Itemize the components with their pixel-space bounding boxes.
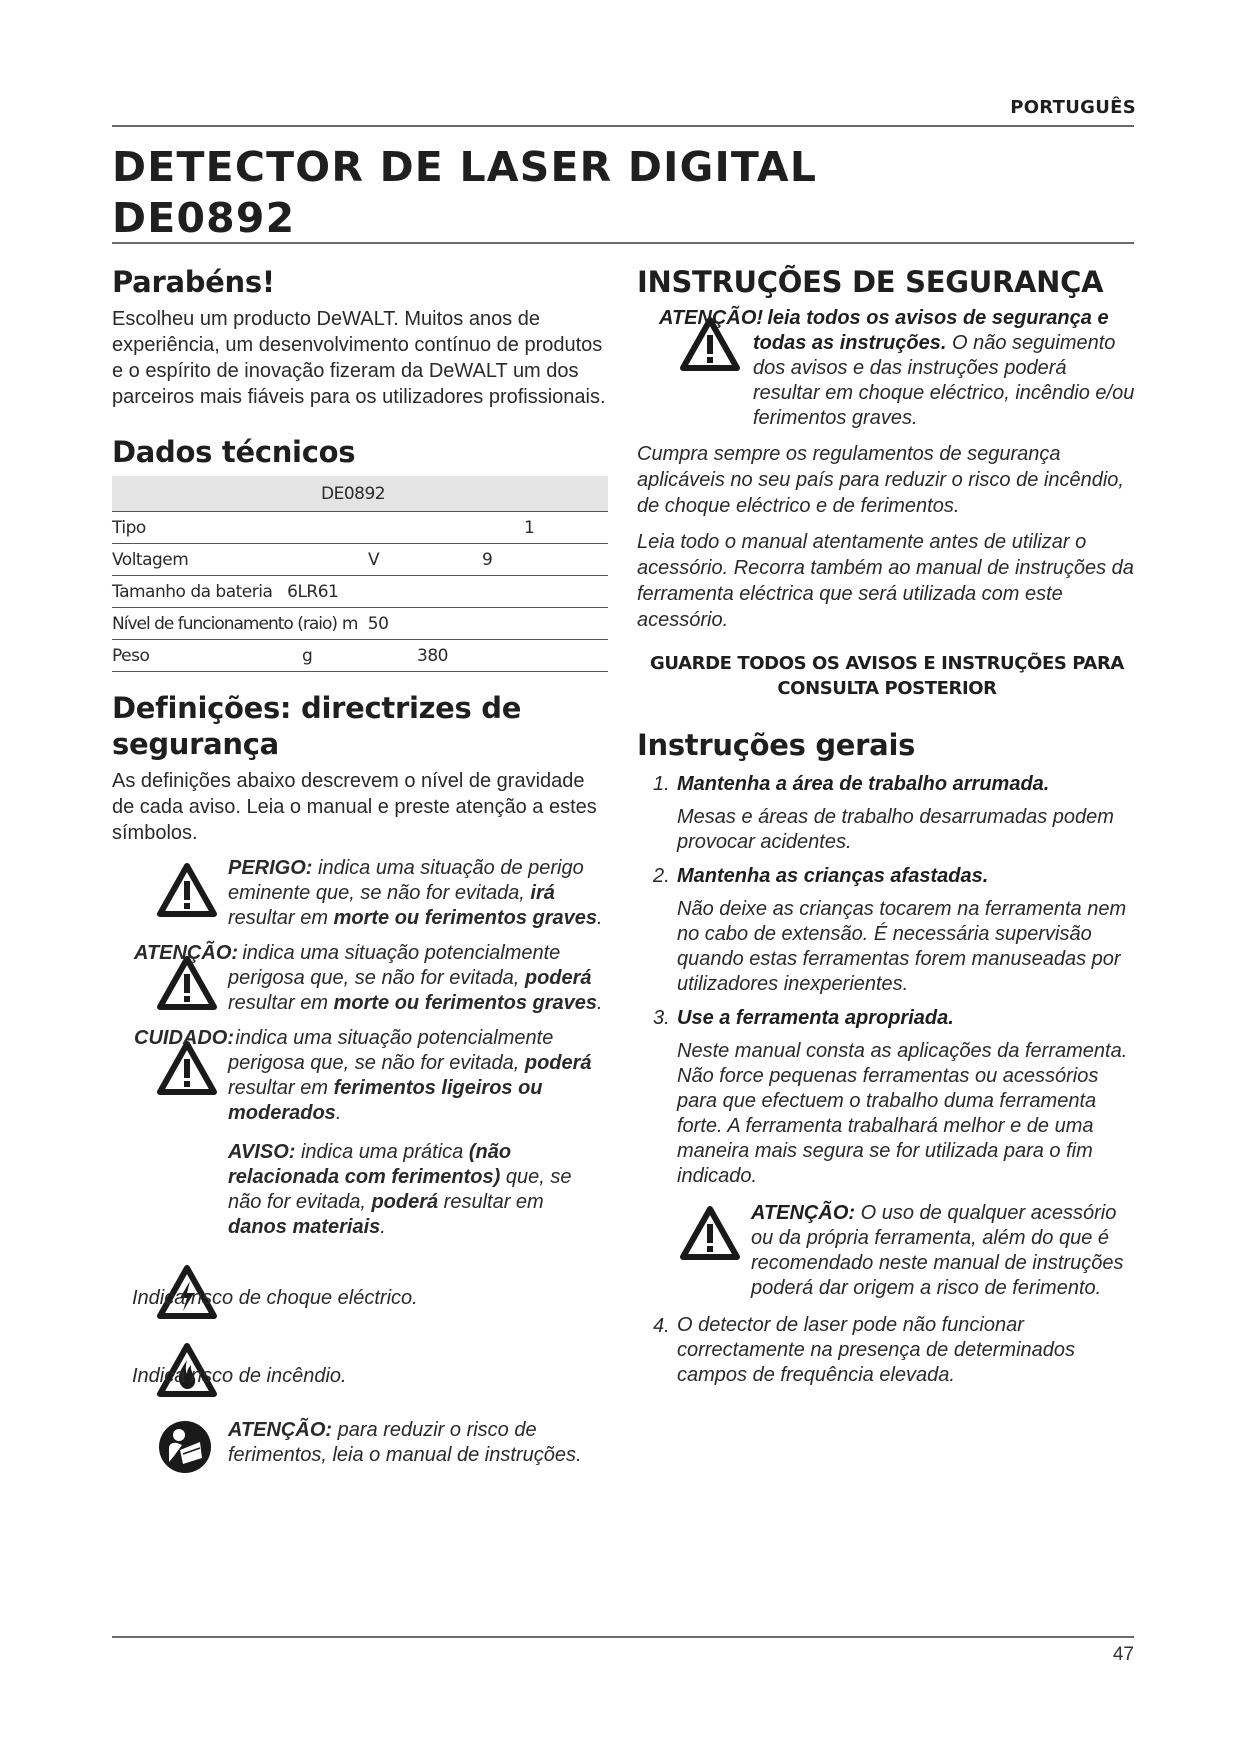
language-label: PORTUGUÊS (1010, 97, 1136, 118)
warning-definition: ATENÇÃO: indica uma situação potencialmente perigosa que, se não for evitada, poderá resultar em morte ou ferimentos graves. (134, 942, 603, 1014)
row-value: 9 (432, 544, 608, 576)
notice-definition: AVISO: indica uma prática (não relacionada com ferimentos) que, se não for evitada, poderá resultar em danos materiais. (228, 1141, 572, 1238)
row-unit: V (348, 544, 432, 576)
table-header-row (112, 476, 608, 512)
table-row (112, 512, 608, 544)
congrats-text: Escolheu um producto DeWALT. Muitos anos de experiência, um desenvolvimento contínuo de produtos e o espírito de inovação fizeram da DeWALT um dos parceiros mais fiáveis para os utilizadores profissionais. (112, 308, 606, 408)
fire-symbol (112, 1340, 608, 1404)
electric-shock-text: Indica risco de choque eléctrico. (132, 1287, 418, 1309)
table-row (112, 608, 608, 640)
read-manual-warning: ATENÇÃO: para reduzir o risco de ferimentos, leia o manual de instruções. (112, 1418, 608, 1468)
title-line-1: DETECTOR DE LASER DIGITAL (112, 143, 818, 191)
read-manual-paragraph: Leia todo o manual atentamente antes de utilizar o acessório. Recorra também ao manual de instruções da ferramenta eléctrica que será utilizada com este acessório. (637, 531, 1134, 631)
danger-definition: PERIGO: indica uma situação de perigo eminente que, se não for evitada, irá resultar em morte ou ferimentos graves. (112, 856, 608, 931)
congrats-heading: Parabéns! (112, 265, 275, 299)
fire-text: Indica risco de incêndio. (132, 1365, 347, 1387)
read-all-warning: ATENÇÃO! leia todos os avisos de segurança e todas as instruções. O não seguimento dos avisos e das instruções poderá resultar em choque eléctrico, incêndio e/ou ferimentos graves. (659, 307, 1135, 429)
electric-shock-symbol (112, 1262, 608, 1326)
safety-heading: INSTRUÇÕES DE SEGURANÇA (637, 265, 1104, 299)
row-unit: m (341, 613, 358, 634)
page-title (112, 142, 817, 244)
row-label: Tamanho da bateria 6LR61 (112, 576, 608, 608)
row-label: Voltagem (112, 544, 348, 576)
read-manual-icon (158, 1420, 212, 1474)
caution-definition: CUIDADO: indica uma situação potencialmente perigosa que, se não for evitada, poderá resultar em ferimentos ligeiros ou moderados. (134, 1027, 592, 1124)
caution-label: CUIDADO: (134, 1027, 234, 1049)
warning-triangle-icon (679, 1205, 741, 1261)
definitions-intro: As definições abaixo descrevem o nível de gravidade de cada aviso. Leia o manual e preste atenção a estes símbolos. (112, 770, 597, 844)
row-value: 1 (432, 512, 608, 544)
save-instructions-notice: GUARDE TODOS OS AVISOS E INSTRUÇÕES PARA CONSULTA POSTERIOR (650, 653, 1124, 699)
warning-label: ATENÇÃO: (134, 942, 239, 964)
row-value: 380 (432, 640, 608, 672)
row-unit (348, 512, 432, 544)
accessory-warning: ATENÇÃO: O uso de qualquer acessório ou da própria ferramenta, além do que é recomendado neste manual de instruções poderá dar origem a risco de ferimento. (637, 1201, 1137, 1301)
list-item: 4. O detector de laser pode não funcionar correctamente na presença de determinados campos de frequência elevada. (653, 1314, 1076, 1386)
left-column (112, 264, 608, 1468)
row-label: Peso (112, 640, 348, 672)
warning-label: ATENÇÃO! (659, 307, 764, 329)
row-label: Nível de funcionamento (raio) m 50 (112, 608, 608, 640)
page-number: 47 (1112, 1644, 1134, 1665)
tech-data-heading: Dados técnicos (112, 435, 356, 469)
list-item: 2. Mantenha as crianças afastadas. Não deixe as crianças tocarem na ferramenta nem no cabo de extensão. É necessária supervisão quando estas ferramentas forem manuseadas por utilizadores inexperientes. (653, 865, 1127, 995)
row-value: 50 (367, 613, 389, 634)
table-model: DE0892 (112, 476, 608, 512)
table-row (112, 544, 608, 576)
definitions-heading: Definições: directrizes de segurança (112, 691, 522, 761)
general-instructions-heading: Instruções gerais (637, 728, 916, 762)
title-line-2: DE0892 (112, 194, 296, 242)
warning-triangle-icon (156, 862, 218, 918)
table-row (112, 576, 608, 608)
footer-rule (112, 1636, 1134, 1638)
list-item: 3. Use a ferramenta apropriada. Neste manual consta as aplicações da ferramenta. Não force pequenas ferramentas ou acessórios para que efectuem o trabalho duma ferramenta forte. A ferramenta trabalhará melhor e de uma maneira mais segura se for utilizada para o fim indicado. (653, 1007, 1128, 1187)
header-rule (112, 125, 1134, 127)
table-row (112, 640, 608, 672)
list-item: 1. Mantenha a área de trabalho arrumada. Mesas e áreas de trabalho desarrumadas podem provocar acidentes. (653, 773, 1114, 853)
row-label: Tipo (112, 512, 348, 544)
row-unit: 6LR61 (287, 581, 339, 602)
right-column (637, 264, 1137, 1388)
title-rule (112, 242, 1134, 244)
row-unit: g (348, 640, 432, 672)
tech-data-table (112, 476, 608, 672)
regulations-paragraph: Cumpra sempre os regulamentos de segurança aplicáveis no seu país para reduzir o risco de incêndio, de choque eléctrico e de ferimentos. (637, 443, 1124, 517)
